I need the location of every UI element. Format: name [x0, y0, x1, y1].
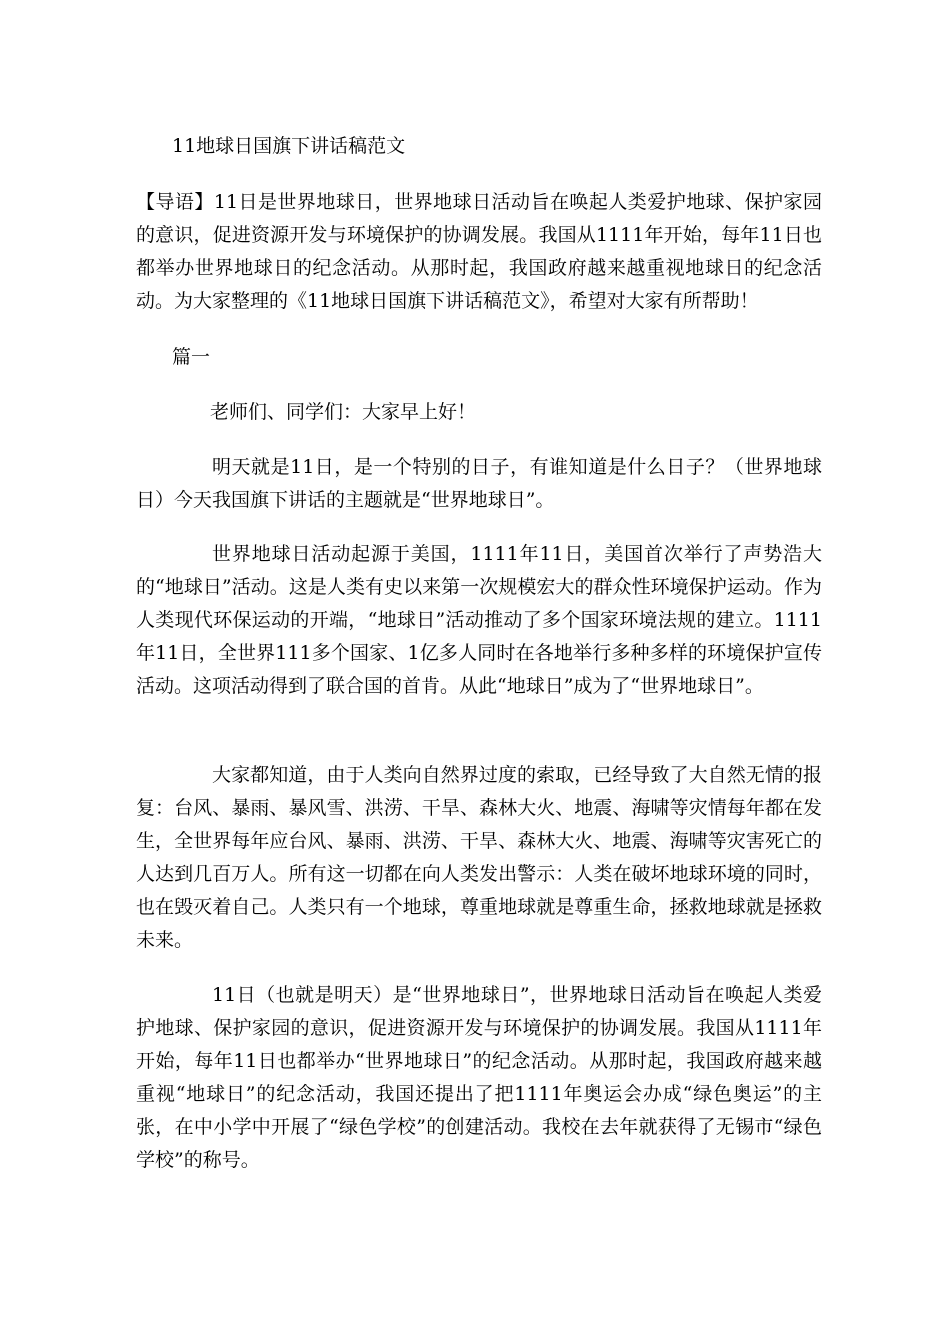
body-paragraph: 明天就是11日，是一个特别的日子，有谁知道是什么日子？（世界地球日）今天我国旗下讲话的主题就是“世界地球日”。 [136, 456, 822, 511]
page-title: 11地球日国旗下讲话稿范文 [172, 135, 406, 157]
section-label: 篇一 [172, 346, 211, 368]
body-paragraph: 11日（也就是明天）是“世界地球日”，世界地球日活动旨在唤起人类爱护地球、保护家园的意识，促进资源开发与环境保护的协调发展。我国从1111年开始，每年11日也都举办“世界地球日”的纪念活动。从那时起，我国政府越来越重视“地球日”的纪念活动，我国还提出了把1111年奥运会办成“绿色奥运”的主张，在中小学中开展了“绿色学校”的创建活动。我校在去年就获得了无锡市“绿色学校”的称号。 [136, 984, 822, 1171]
body-paragraph: 大家都知道，由于人类向自然界过度的索取，已经导致了大自然无情的报复：台风、暴雨、暴风雪、洪涝、干旱、森林大火、地震、海啸等灾情每年都在发生，全世界每年应台风、暴雨、洪涝、干旱、森林大火、地震、海啸等灾害死亡的人达到几百万人。所有这一切都在向人类发出警示：人类在破坏地球环境的同时，也在毁灭着自己。人类只有一个地球，尊重地球就是尊重生命，拯救地球就是拯救未来。 [136, 764, 822, 951]
body-paragraph: 世界地球日活动起源于美国，1111年11日，美国首次举行了声势浩大的“地球日”活动。这是人类有史以来第一次规模宏大的群众性环境保护运动。作为人类现代环保运动的开端，“地球日”活动推动了多个国家环境法规的建立。1111年11日，全世界111多个国家、1亿多人同时在各地举行多种多样的环境保护宣传活动。这项活动得到了联合国的首肯。从此“地球日”成为了“世界地球日”。 [136, 543, 822, 697]
greeting: 老师们、同学们：大家早上好！ [210, 401, 477, 423]
intro-paragraph: 【导语】11日是世界地球日，世界地球日活动旨在唤起人类爱护地球、保护家园的意识，促进资源开发与环境保护的协调发展。我国从1111年开始，每年11日也都举办世界地球日的纪念活动。从那时起，我国政府越来越重视地球日的纪念活动。为大家整理的《11地球日国旗下讲话稿范文》，希望对大家有所帮助！ [136, 191, 822, 312]
